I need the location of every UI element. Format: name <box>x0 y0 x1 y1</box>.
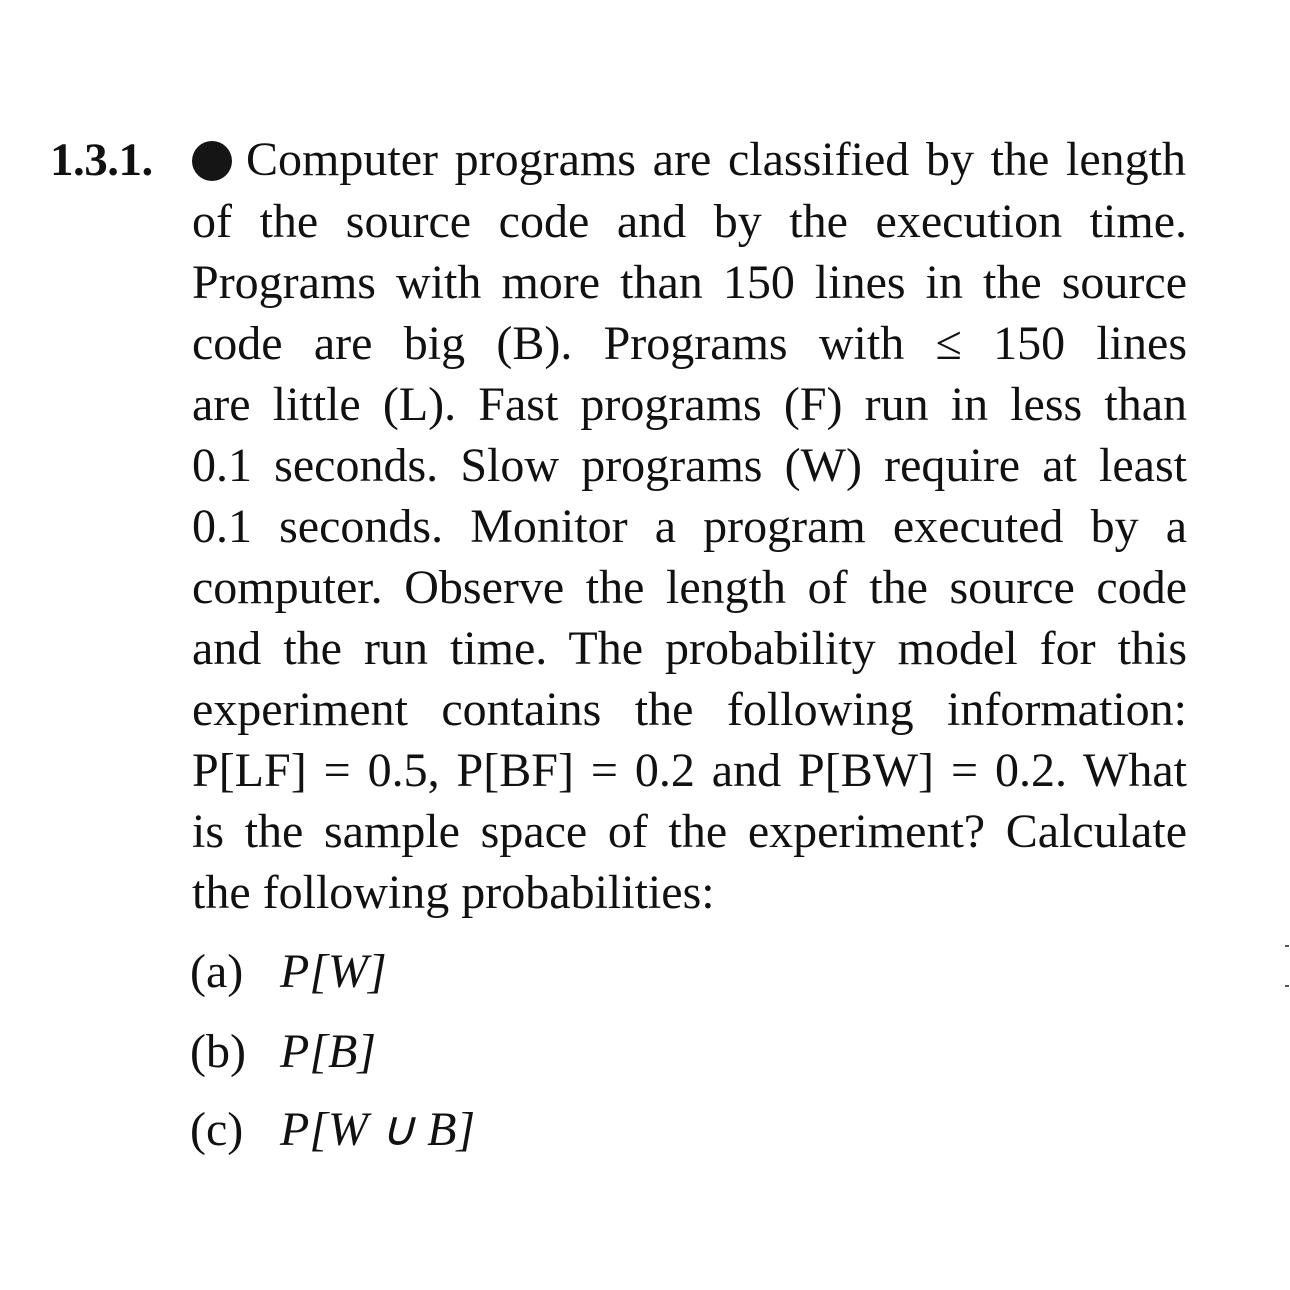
text-line-4: code are big (B). Programs with ≤ 150 lines <box>192 317 1187 370</box>
bullet-icon <box>192 141 232 181</box>
text-line-3: Programs with more than 150 lines in the source <box>192 256 1187 309</box>
text-line-8: computer. Observe the length of the source code <box>192 561 1187 614</box>
sub-question-expression: P[W ∪ B] <box>280 1103 476 1156</box>
text-line-9: and the run time. The probability model for this <box>192 622 1187 675</box>
edge-mark <box>1285 945 1289 987</box>
text-line-11: P[LF] = 0.5, P[BF] = 0.2 and P[BW] = 0.2. What <box>192 744 1187 797</box>
text-line-7: 0.1 seconds. Monitor a program executed by a <box>192 500 1187 553</box>
sub-question-b <box>190 1020 376 1084</box>
problem-number: 1.3.1. <box>50 134 153 186</box>
text-line-10: experiment contains the following information: <box>192 683 1187 736</box>
text-line-6: 0.1 seconds. Slow programs (W) require at least <box>192 439 1187 492</box>
text-line-5: are little (L). Fast programs (F) run in less than <box>192 378 1187 431</box>
text-line-13: the following probabilities: <box>192 866 715 919</box>
sub-question-c <box>190 1098 475 1162</box>
sub-question-expression: P[W] <box>280 945 387 998</box>
sub-question-label: (a) <box>190 945 244 998</box>
text-line-1: Computer programs are classified by the length <box>246 133 1186 186</box>
sub-question-expression: P[B] <box>280 1025 376 1078</box>
sub-question-label: (b) <box>190 1025 246 1078</box>
sub-question-a <box>190 940 387 1004</box>
sub-question-label: (c) <box>190 1103 244 1156</box>
text-line-2: of the source code and by the execution time. <box>192 195 1187 248</box>
text-line-12: is the sample space of the experiment? Calculate <box>192 805 1187 858</box>
